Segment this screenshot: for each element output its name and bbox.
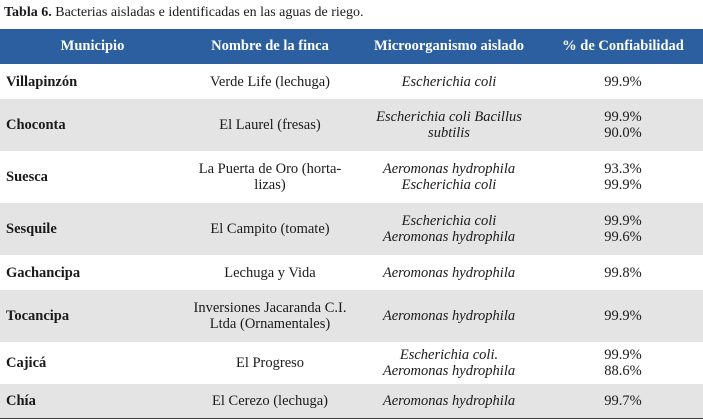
cell-municipio: Sesquile	[0, 203, 185, 255]
table-caption	[4, 3, 364, 23]
cell-finca	[185, 342, 355, 384]
cell-finca-line: La Puerta de Oro (horta-	[198, 161, 342, 177]
cell-microorganismo-line: Aeromonas hydrophila	[382, 264, 516, 281]
cell-municipio: Choconta	[0, 99, 185, 151]
cell-finca-line: El Cerezo (lechuga)	[212, 393, 328, 409]
cell-finca-line: El Laurel (fresas)	[219, 117, 321, 133]
cell-confiabilidad-line: 99.9%	[604, 213, 642, 229]
table-header-row	[0, 29, 703, 64]
table-row	[0, 290, 703, 342]
table-body	[0, 64, 703, 419]
cell-confiabilidad-line: 99.8%	[604, 264, 642, 281]
header-confiabilidad: % de Confiabilidad	[543, 29, 703, 64]
cell-finca	[185, 384, 355, 419]
header-microorganismo: Microorganismo aislado	[355, 29, 543, 64]
cell-confiabilidad-line: 99.9%	[604, 73, 642, 90]
cell-microorganismo-line: Aeromonas hydrophila	[382, 161, 516, 177]
cell-microorganismo	[355, 255, 543, 290]
cell-confiabilidad-line: 90.0%	[604, 125, 642, 141]
header-finca: Nombre de la finca	[185, 29, 355, 64]
cell-microorganismo-line: Aeromonas hydrophila	[382, 308, 516, 324]
cell-microorganismo	[355, 290, 543, 342]
cell-microorganismo	[355, 384, 543, 419]
cell-municipio: Chía	[0, 384, 185, 419]
cell-finca	[185, 290, 355, 342]
cell-confiabilidad	[543, 384, 703, 419]
cell-confiabilidad-line: 99.9%	[604, 308, 642, 324]
cell-confiabilidad	[543, 342, 703, 384]
cell-municipio: Villapinzón	[0, 64, 185, 99]
cell-municipio: Suesca	[0, 151, 185, 203]
cell-microorganismo-line: Escherichia coli	[401, 73, 497, 90]
cell-finca	[185, 255, 355, 290]
cell-microorganismo	[355, 151, 543, 203]
cell-municipio: Tocancipa	[0, 290, 185, 342]
cell-finca-line: Lechuga y Vida	[224, 264, 316, 281]
cell-microorganismo-line: Escherichia coli	[401, 177, 497, 193]
cell-confiabilidad	[543, 255, 703, 290]
cell-finca	[185, 203, 355, 255]
cell-finca	[185, 151, 355, 203]
cell-confiabilidad-line: 99.6%	[604, 229, 642, 245]
cell-confiabilidad	[543, 99, 703, 151]
bacteria-table	[0, 29, 703, 419]
cell-microorganismo-line: Escherichia coli	[401, 213, 497, 229]
cell-municipio: Cajicá	[0, 342, 185, 384]
table-row	[0, 384, 703, 419]
cell-microorganismo	[355, 203, 543, 255]
cell-finca-line: El Progreso	[235, 355, 305, 371]
header-municipio: Municipio	[0, 29, 185, 64]
cell-microorganismo-line: Aeromonas hydrophila	[382, 229, 516, 245]
caption-text: Bacterias aisladas e identificadas en las aguas de riego.	[51, 5, 364, 20]
cell-confiabilidad	[543, 151, 703, 203]
cell-confiabilidad	[543, 290, 703, 342]
caption-label: Tabla 6.	[4, 5, 52, 20]
cell-finca-line: Ltda (Ornamentales)	[209, 316, 331, 332]
cell-microorganismo-line: subtilis	[428, 125, 470, 141]
table-row	[0, 203, 703, 255]
cell-finca	[185, 99, 355, 151]
cell-confiabilidad-line: 99.9%	[604, 109, 642, 125]
cell-confiabilidad-line: 99.9%	[604, 177, 642, 193]
cell-finca-line: lizas)	[254, 177, 286, 193]
cell-confiabilidad-line: 93.3%	[604, 161, 642, 177]
cell-finca-line: Verde Life (lechuga)	[210, 73, 330, 90]
cell-municipio: Gachancipa	[0, 255, 185, 290]
cell-finca-line: Inversiones Jacaranda C.I.	[193, 300, 347, 316]
cell-microorganismo-line: Escherichia coli Bacillus	[376, 109, 522, 125]
cell-confiabilidad	[543, 203, 703, 255]
cell-microorganismo	[355, 64, 543, 99]
cell-microorganismo-line: Aeromonas hydrophila	[382, 393, 516, 409]
table-row	[0, 255, 703, 290]
cell-confiabilidad-line: 99.9%	[604, 347, 642, 363]
cell-microorganismo-line: Aeromonas hydrophila	[382, 363, 516, 379]
cell-confiabilidad-line: 88.6%	[604, 363, 642, 379]
table-row	[0, 342, 703, 384]
cell-finca	[185, 64, 355, 99]
cell-microorganismo	[355, 342, 543, 384]
table-row	[0, 151, 703, 203]
cell-microorganismo	[355, 99, 543, 151]
table-row	[0, 64, 703, 99]
cell-confiabilidad-line: 99.7%	[604, 393, 642, 409]
cell-confiabilidad	[543, 64, 703, 99]
cell-finca-line: El Campito (tomate)	[210, 221, 330, 237]
cell-microorganismo-line: Escherichia coli.	[399, 347, 499, 363]
table-row	[0, 99, 703, 151]
